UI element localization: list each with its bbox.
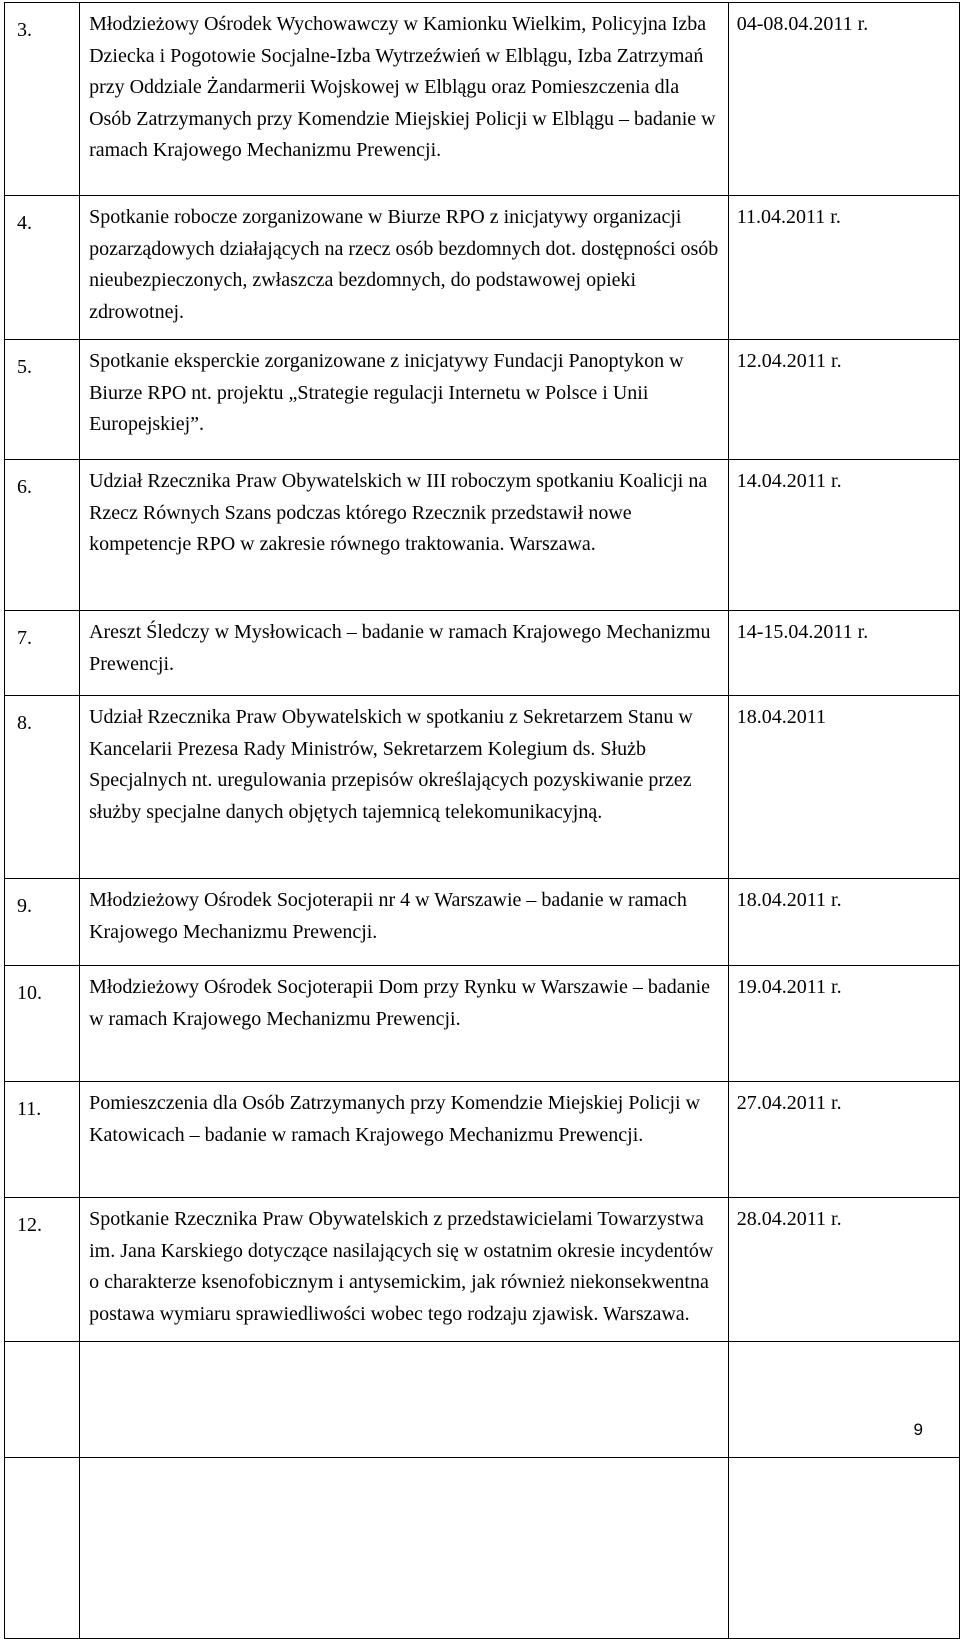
- table-row: [5, 611, 960, 696]
- row-description-cell: [80, 1198, 729, 1342]
- row-description-cell: [80, 1082, 729, 1198]
- row-number-cell: [5, 340, 80, 460]
- row-date-cell: [728, 340, 959, 460]
- row-number: 8.: [17, 712, 32, 734]
- row-date-cell: [728, 1198, 959, 1342]
- row-date: 14-15.04.2011 r.: [736, 621, 869, 643]
- row-number-cell: [5, 1198, 80, 1342]
- row-date: 14.04.2011 r.: [736, 470, 842, 492]
- row-description: Areszt Śledczy w Mysłowicach – badanie w ramach Krajowego Mechanizmu Prewencji.: [89, 621, 711, 675]
- row-date-cell: [728, 1082, 959, 1198]
- row-description: Młodzieżowy Ośrodek Socjoterapii Dom przy Rynku w Warszawie – badanie w ramach Krajowego Mechanizmu Prewencji.: [89, 976, 711, 1030]
- row-date: 19.04.2011 r.: [736, 976, 842, 998]
- activities-table: [4, 2, 960, 1639]
- row-description-cell: [80, 696, 729, 879]
- table-row: [5, 966, 960, 1082]
- row-number-cell: [5, 1342, 80, 1458]
- row-description: Spotkanie eksperckie zorganizowane z inicjatywy Fundacji Panoptykon w Biurze RPO nt. projektu „Strategie regulacji Internetu w Polsce i Unii Europejskiej”.: [89, 350, 684, 435]
- row-number-cell: [5, 696, 80, 879]
- row-description: Młodzieżowy Ośrodek Wychowawczy w Kamionku Wielkim, Policyjna Izba Dziecka i Pogotowie Socjalne-Izba Wytrzeźwień w Elblągu, Izba Zatrzymań przy Oddziale Żandarmerii Wojskowej w Elblągu oraz Pomieszczenia dla Osób Zatrzymanych przy Komendzie Miejskiej Policji w Elblągu – badanie w ramach Krajowego Mechanizmu Prewencji.: [89, 13, 716, 161]
- row-description-cell: [80, 879, 729, 966]
- row-date-cell: [728, 1342, 959, 1458]
- row-date-cell: [728, 196, 959, 340]
- row-number: 12.: [17, 1214, 42, 1236]
- row-number-cell: [5, 1458, 80, 1639]
- row-description: Spotkanie robocze zorganizowane w Biurze RPO z inicjatywy organizacji pozarządowych działających na rzecz osób bezdomnych dot. dostępności osób nieubezpieczonych, zwłaszcza bezdomnych, do podstawowej opieki zdrowotnej.: [89, 206, 719, 323]
- row-number-cell: [5, 460, 80, 611]
- row-number-cell: [5, 879, 80, 966]
- row-date-cell: [728, 460, 959, 611]
- table-row: [5, 1198, 960, 1342]
- table-row: [5, 696, 960, 879]
- table-row: [5, 1342, 960, 1458]
- row-date: 28.04.2011 r.: [736, 1208, 842, 1230]
- row-number-cell: [5, 196, 80, 340]
- row-number-cell: [5, 966, 80, 1082]
- row-date-cell: [728, 879, 959, 966]
- page-number: 9: [913, 1420, 923, 1439]
- row-date: 27.04.2011 r.: [736, 1092, 842, 1114]
- row-date-cell: [728, 3, 959, 196]
- table-row: [5, 196, 960, 340]
- row-description-cell: [80, 196, 729, 340]
- table-row: [5, 879, 960, 966]
- row-date: 12.04.2011 r.: [736, 350, 842, 372]
- row-date-cell: [728, 696, 959, 879]
- row-date-cell: [728, 611, 959, 696]
- row-description-cell: [80, 340, 729, 460]
- table-row: [5, 460, 960, 611]
- row-number: 3.: [17, 19, 32, 41]
- row-number-cell: [5, 611, 80, 696]
- row-number: 5.: [17, 356, 32, 378]
- row-number: 10.: [17, 982, 42, 1004]
- row-description-cell: [80, 611, 729, 696]
- row-description-cell: [80, 3, 729, 196]
- row-description: Udział Rzecznika Praw Obywatelskich w spotkaniu z Sekretarzem Stanu w Kancelarii Prezesa Rady Ministrów, Sekretarzem Kolegium ds. Służb Specjalnych nt. uregulowania przepisów określających pozyskiwanie przez służby specjalne danych objętych tajemnicą telekomunikacyjną.: [89, 706, 693, 823]
- row-description: Udział Rzecznika Praw Obywatelskich w III roboczym spotkaniu Koalicji na Rzecz Równych Szans podczas którego Rzecznik przedstawił nowe kompetencje RPO w zakresie równego traktowania. Warszawa.: [89, 470, 708, 555]
- row-number-cell: [5, 1082, 80, 1198]
- row-date: 04-08.04.2011 r.: [736, 13, 869, 35]
- row-description: Spotkanie Rzecznika Praw Obywatelskich z przedstawicielami Towarzystwa im. Jana Karskiego dotyczące nasilających się w ostatnim okresie incydentów o charakterze ksenofobicznym i antysemickim, jak również niekonsekwentna postawa wymiaru sprawiedliwości wobec tego rodzaju zjawisk. Warszawa.: [89, 1208, 714, 1325]
- row-number: 4.: [17, 212, 32, 234]
- row-date-cell: [728, 1458, 959, 1639]
- row-description-cell: [80, 1458, 729, 1639]
- table-row: [5, 1082, 960, 1198]
- row-date: 18.04.2011 r.: [736, 889, 842, 911]
- row-number-cell: [5, 3, 80, 196]
- table-row: [5, 3, 960, 196]
- row-number: 9.: [17, 895, 32, 917]
- row-description-cell: [80, 1342, 729, 1458]
- row-date: 11.04.2011 r.: [736, 206, 841, 228]
- row-date: 18.04.2011: [736, 706, 827, 728]
- table-row: [5, 340, 960, 460]
- row-description-cell: [80, 966, 729, 1082]
- row-date-cell: [728, 966, 959, 1082]
- row-description: Pomieszczenia dla Osób Zatrzymanych przy Komendzie Miejskiej Policji w Katowicach – badanie w ramach Krajowego Mechanizmu Prewencji.: [89, 1092, 701, 1146]
- row-number: 11.: [17, 1098, 42, 1120]
- row-number: 6.: [17, 476, 32, 498]
- row-description: Młodzieżowy Ośrodek Socjoterapii nr 4 w Warszawie – badanie w ramach Krajowego Mechanizmu Prewencji.: [89, 889, 687, 943]
- row-number: 7.: [17, 627, 32, 649]
- row-description-cell: [80, 460, 729, 611]
- table-row: [5, 1458, 960, 1639]
